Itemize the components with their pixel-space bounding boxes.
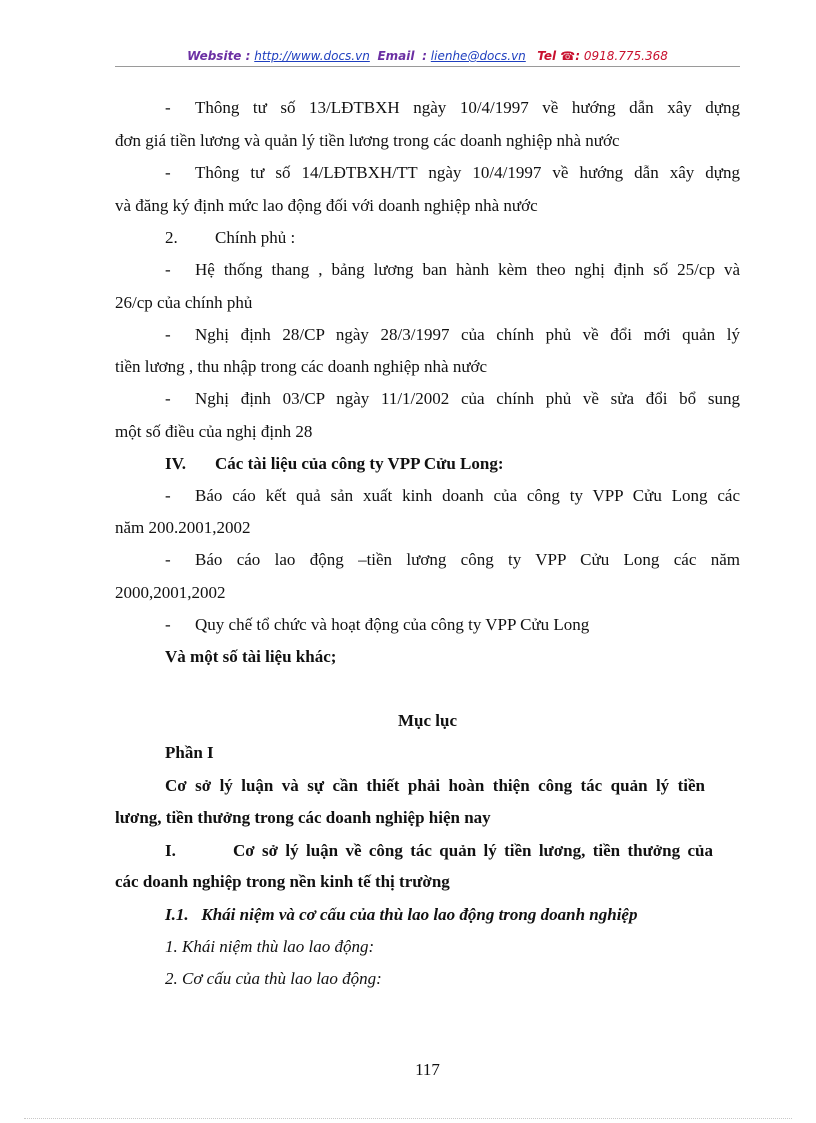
tel-label: Tel ☎: — [537, 49, 581, 63]
header-divider — [115, 66, 740, 67]
bullet-line: - Quy chế tổ chức và hoạt động của công ty VPP Cửu Long — [165, 615, 590, 634]
paragraph-line: một số điều của nghị định 28 — [115, 422, 313, 441]
toc-part-title: Cơ sở lý luận và sự cần thiết phải hoàn thiện công tác quản lý tiền — [165, 776, 705, 795]
toc-part: Phần I — [165, 743, 214, 762]
toc-section-title: Cơ sở lý luận về công tác quản lý tiền lương, tiền thưởng của — [233, 841, 713, 860]
bullet-line: - — [165, 325, 171, 344]
bullet-line: - — [165, 389, 171, 408]
toc-item: 1. Khái niệm thù lao lao động: — [165, 937, 375, 956]
toc-part-title: lương, tiền thưởng trong các doanh nghiệp hiện nay — [115, 808, 491, 827]
paragraph-line: Báo cáo lao động –tiền lương công ty VPP Cửu Long các năm — [195, 550, 740, 569]
bullet-line: - — [165, 163, 171, 182]
toc-section-number: I. — [165, 841, 176, 860]
paragraph-line: 26/cp của chính phủ — [115, 293, 253, 312]
toc-title: Mục lục — [397, 711, 458, 730]
email-separator: : — [422, 49, 427, 63]
page-header — [115, 47, 740, 65]
tel-value: 0918.775.368 — [583, 49, 668, 63]
section-heading: IV. Các tài liệu của công ty VPP Cửu Long: — [165, 454, 504, 473]
bullet-line: - — [165, 260, 171, 279]
website-link[interactable]: http://www.docs.vn — [254, 49, 370, 63]
bullet-line: - — [165, 486, 171, 505]
paragraph-line: đơn giá tiền lương và quản lý tiền lương trong các doanh nghiệp nhà nước — [115, 131, 620, 150]
toc-item: 2. Cơ cấu của thù lao lao động: — [165, 969, 382, 988]
paragraph-line: năm 200.2001,2002 — [115, 518, 251, 537]
email-link[interactable]: lienhe@docs.vn — [430, 49, 526, 63]
section-heading: 2. Chính phủ : — [165, 228, 296, 247]
toc-section-title: các doanh nghiệp trong nền kinh tế thị trường — [115, 872, 450, 891]
website-label: Website : — [187, 49, 251, 63]
paragraph-line: tiền lương , thu nhập trong các doanh nghiệp nhà nước — [115, 357, 488, 376]
footer-divider — [24, 1118, 792, 1119]
email-label: Email — [377, 49, 415, 63]
paragraph-line: Nghị định 03/CP ngày 11/1/2002 của chính phủ về sửa đổi bổ sung — [195, 389, 740, 408]
bullet-line: - — [165, 98, 171, 117]
toc-subsection: I.1. Khái niệm và cơ cấu của thù lao lao động trong doanh nghiệp — [165, 905, 638, 924]
paragraph-line: 2000,2001,2002 — [115, 583, 226, 602]
paragraph-line: Nghị định 28/CP ngày 28/3/1997 của chính phủ về đổi mới quản lý — [195, 325, 740, 344]
page-number: 117 — [415, 1060, 440, 1079]
paragraph-line: Hệ thống thang , bảng lương ban hành kèm theo nghị định số 25/cp và — [195, 260, 740, 279]
paragraph-line: Thông tư số 14/LĐTBXH/TT ngày 10/4/1997 về hướng dẫn xây dựng — [195, 163, 740, 182]
paragraph-line: Và một số tài liệu khác; — [165, 647, 337, 666]
paragraph-line: Thông tư số 13/LĐTBXH ngày 10/4/1997 về hướng dẫn xây dựng — [195, 98, 740, 117]
paragraph-line: Báo cáo kết quả sản xuất kinh doanh của công ty VPP Cửu Long các — [195, 486, 740, 505]
paragraph-line: và đăng ký định mức lao động đối với doanh nghiệp nhà nước — [115, 196, 538, 215]
bullet-line: - — [165, 550, 171, 569]
